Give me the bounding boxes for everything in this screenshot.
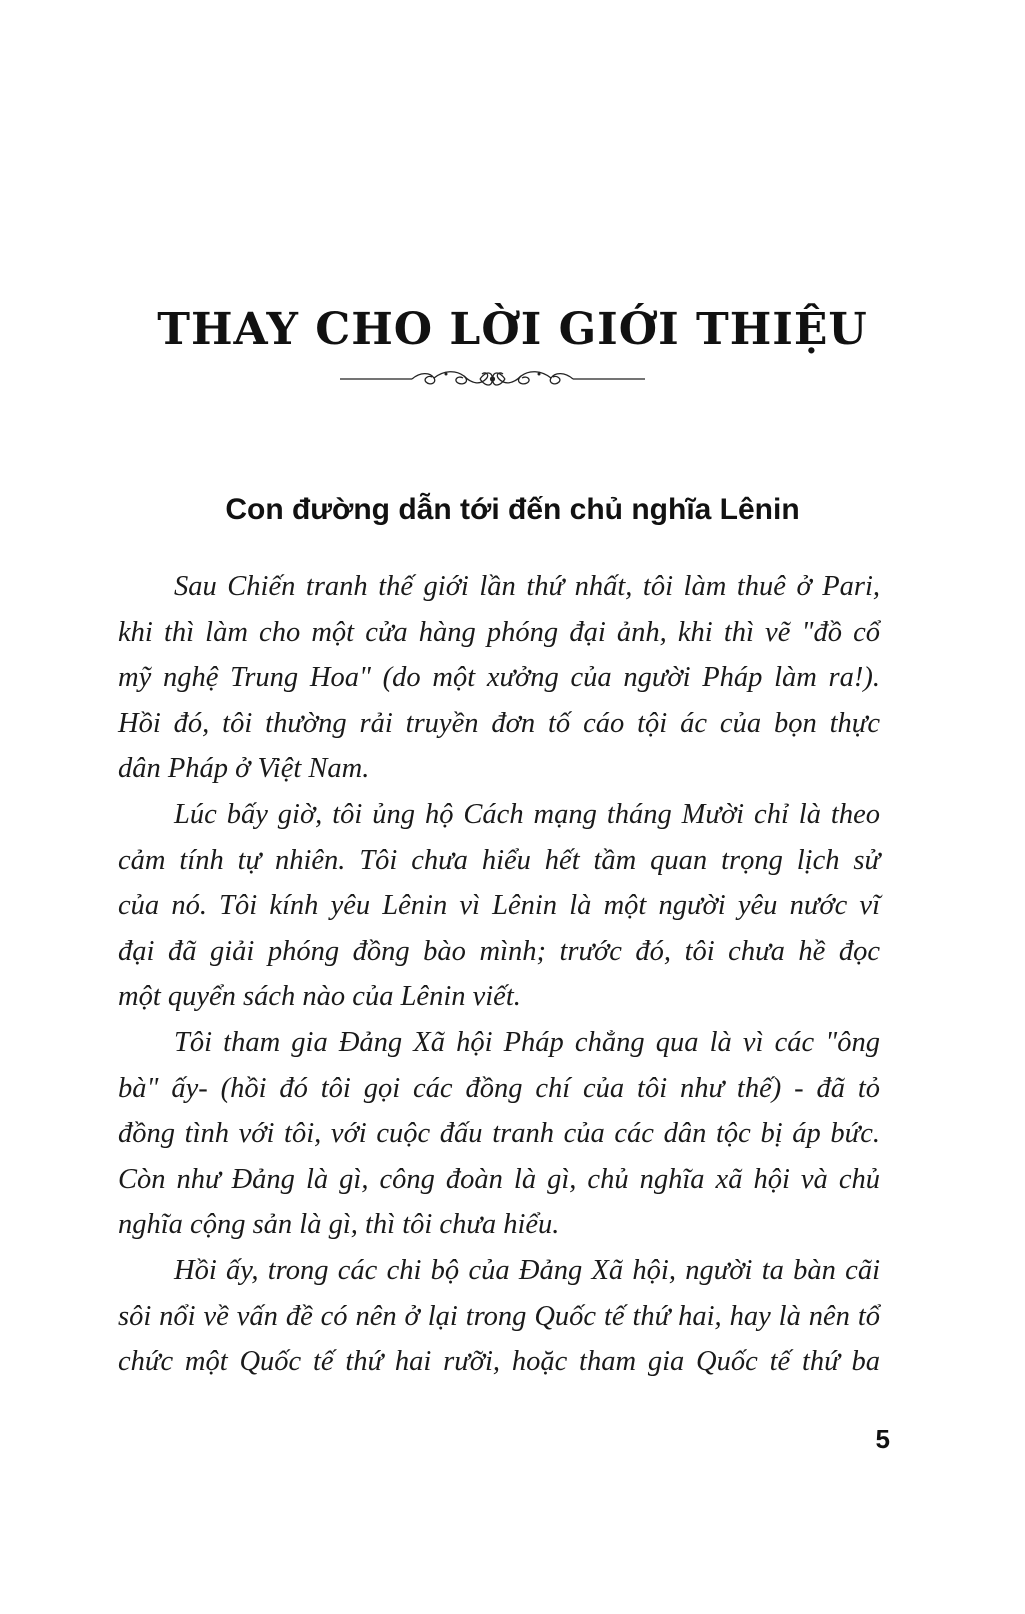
text-line: mỹ nghệ Trung Hoa" (do một xưởng của người Pháp làm ra!).	[118, 662, 880, 694]
ornament-divider-icon	[340, 364, 645, 394]
text-line: chức một Quốc tế thứ hai rưỡi, hoặc tham gia Quốc tế thứ ba	[118, 1346, 880, 1378]
body-text	[118, 564, 880, 1385]
section-heading: Con đường dẫn tới đến chủ nghĩa Lênin	[225, 493, 800, 526]
text-line: Sau Chiến tranh thế giới lần thứ nhất, tôi làm thuê ở Pari,	[174, 571, 880, 602]
text-line: Lúc bấy giờ, tôi ủng hộ Cách mạng tháng Mười chỉ là theo	[174, 798, 880, 830]
text-line: cảm tính tự nhiên. Tôi chưa hiểu hết tầm quan trọng lịch sử	[118, 844, 880, 876]
text-line: bà" ấy- (hồi đó tôi gọi các đồng chí của tôi như thế) - đã tỏ	[118, 1072, 880, 1104]
text-line: Hồi đó, tôi thường rải truyền đơn tố cáo tội ác của bọn thực	[118, 707, 880, 739]
text-line: dân Pháp ở Việt Nam.	[118, 753, 370, 785]
paragraph-2	[118, 792, 880, 1020]
chapter-title: THAY CHO LỜI GIỚI THIỆU	[157, 304, 868, 355]
paragraph-1	[118, 564, 880, 792]
text-line: đồng tình với tôi, với cuộc đấu tranh của các dân tộc bị áp bức.	[118, 1118, 880, 1150]
paragraph-4	[118, 1248, 880, 1385]
text-line: đại đã giải phóng đồng bào mình; trước đó, tôi chưa hề đọc	[118, 935, 880, 967]
text-line: Tôi tham gia Đảng Xã hội Pháp chẳng qua là vì các "ông	[174, 1026, 880, 1058]
text-line: của nó. Tôi kính yêu Lênin vì Lênin là một người yêu nước vĩ	[118, 890, 880, 922]
text-line: nghĩa cộng sản là gì, thì tôi chưa hiểu.	[118, 1209, 560, 1241]
text-line: Hồi ấy, trong các chi bộ của Đảng Xã hội, người ta bàn cãi	[174, 1254, 880, 1286]
paragraph-3	[118, 1020, 880, 1248]
page-number: 5	[875, 1424, 890, 1454]
text-line: một quyển sách nào của Lênin viết.	[118, 981, 521, 1013]
text-line: sôi nổi về vấn đề có nên ở lại trong Quốc tế thứ hai, hay là nên tổ	[118, 1300, 880, 1332]
text-line: khi thì làm cho một cửa hàng phóng đại ảnh, khi thì vẽ "đồ cổ	[118, 616, 880, 648]
text-line: Còn như Đảng là gì, công đoàn là gì, chủ nghĩa xã hội và chủ	[118, 1163, 880, 1195]
